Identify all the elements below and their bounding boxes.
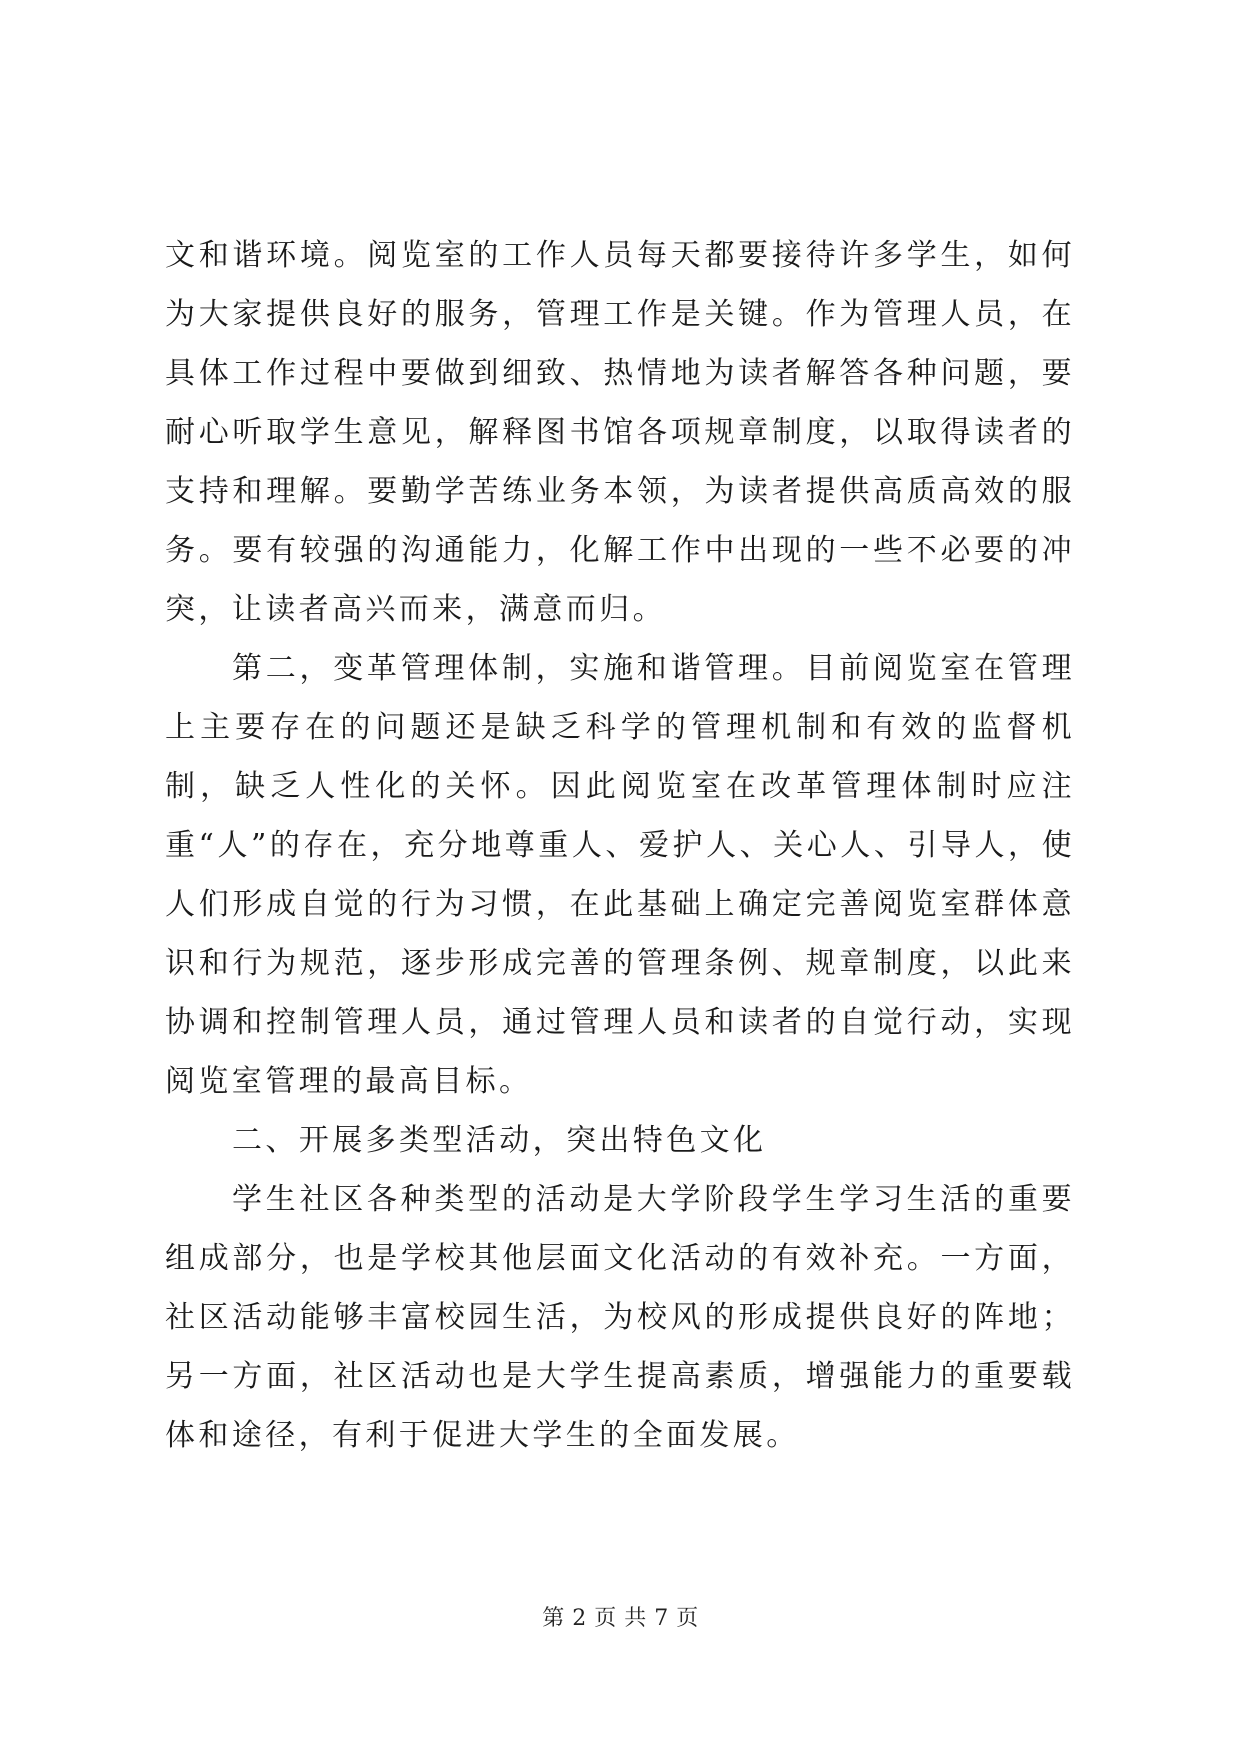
- body-text: [165, 226, 1075, 1465]
- paragraph-1: 文和谐环境。阅览室的工作人员每天都要接待许多学生，如何为大家提供良好的服务，管理工作是关键。作为管理人员，在具体工作过程中要做到细致、热情地为读者解答各种问题，要耐心听取学生意见，解释图书馆各项规章制度，以取得读者的支持和理解。要勤学苦练业务本领，为读者提供高质高效的服务。要有较强的沟通能力，化解工作中出现的一些不必要的冲突，让读者高兴而来，满意而归。: [165, 238, 1075, 627]
- paragraph-2: 第二，变革管理体制，实施和谐管理。目前阅览室在管理上主要存在的问题还是缺乏科学的管理机制和有效的监督机制，缺乏人性化的关怀。因此阅览室在改革管理体制时应注重“人”的存在，充分地尊重人、爱护人、关心人、引导人，使人们形成自觉的行为习惯，在此基础上确定完善阅览室群体意识和行为规范，逐步形成完善的管理条例、规章制度，以此来协调和控制管理人员，通过管理人员和读者的自觉行动，实现阅览室管理的最高目标。: [165, 651, 1075, 1099]
- paragraph-3: 学生社区各种类型的活动是大学阶段学生学习生活的重要组成部分，也是学校其他层面文化活动的有效补充。一方面，社区活动能够丰富校园生活，为校风的形成提供良好的阵地；另一方面，社区活动也是大学生提高素质，增强能力的重要载体和途径，有利于促进大学生的全面发展。: [165, 1182, 1075, 1453]
- section-heading: 二、开展多类型活动，突出特色文化: [232, 1123, 767, 1158]
- page-number-footer: 第 2 页 共 7 页: [542, 1606, 699, 1631]
